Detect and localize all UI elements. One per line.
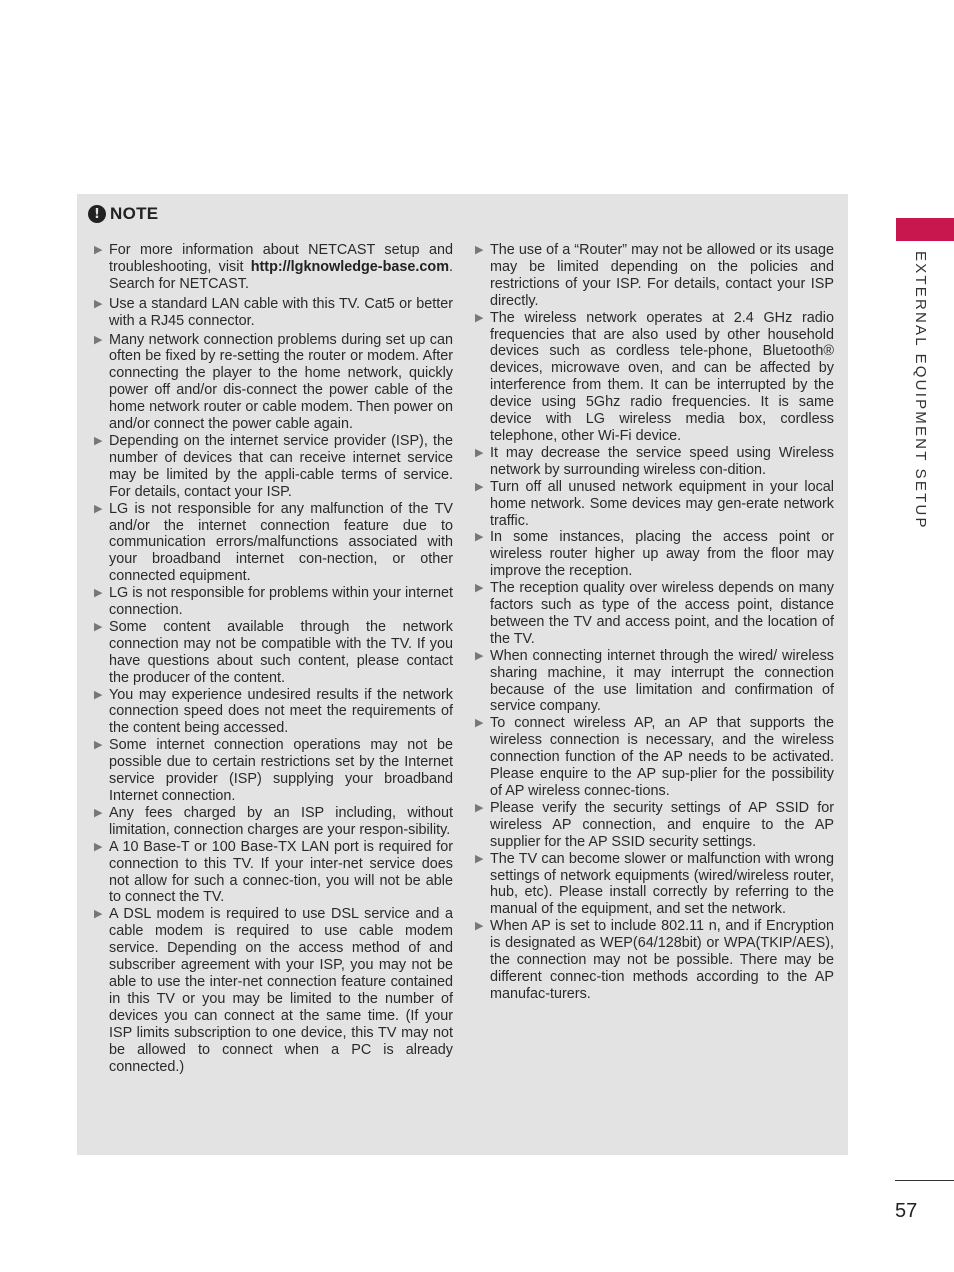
note-item: ▶ When connecting internet through the wired/ wireless sharing machine, it may interrupt the connection because of the use limitation and confirmation of service company.	[475, 647, 834, 715]
page-number: 57	[895, 1200, 918, 1222]
arrow-bullet-icon: ▶	[475, 445, 484, 459]
note-item: ▶ Please verify the security settings of AP SSID for wireless AP connection, and enquire to the AP supplier for the AP SSID security settings.	[475, 799, 834, 850]
arrow-bullet-icon: ▶	[94, 839, 103, 853]
note-item: ▶ For more information about NETCAST setup and troubleshooting, visit http://lgknowledge-base.com. Search for NETCAST.	[94, 242, 453, 292]
note-item: ▶ Use a standard LAN cable with this TV. Cat5 or better with a RJ45 connector.	[94, 295, 453, 329]
arrow-bullet-icon: ▶	[94, 687, 103, 701]
arrow-bullet-icon: ▶	[475, 310, 484, 324]
knowledge-base-link[interactable]: http://lgknowledge-base.com	[250, 258, 449, 275]
note-item: ▶ LG is not responsible for problems within your internet connection.	[94, 585, 453, 619]
note-item: ▶ A 10 Base-T or 100 Base-TX LAN port is required for connection to this TV. If your inter-net service does not allow for such a connec-tion, you will not be able to connect the TV.	[94, 838, 453, 906]
arrow-bullet-icon: ▶	[475, 243, 484, 256]
exclamation-icon: !	[88, 205, 106, 223]
note-column-right	[475, 242, 834, 1003]
note-title: NOTE	[110, 204, 159, 223]
note-item: ▶ Some content available through the network connection may not be compatible with the TV. If you have questions about such content, please contact the producer of the content.	[94, 618, 453, 686]
arrow-bullet-icon: ▶	[475, 851, 484, 865]
note-item: ▶ Depending on the internet service provider (ISP), the number of devices that can receive internet service may be limited by the appli-cable terms of service. For details, contact your ISP.	[94, 432, 453, 500]
note-column-left	[94, 242, 453, 1075]
section-tab-marker	[896, 218, 954, 241]
note-item: ▶ Some internet connection operations may not be possible due to certain restrictions set by the Internet service provider (ISP) supplying your broadband Internet connection.	[94, 737, 453, 804]
arrow-bullet-icon: ▶	[94, 738, 103, 752]
note-item: ▶ The use of a “Router” may not be allowed or its usage may be limited depending on the policies and restrictions of your ISP. For details, contact your ISP directly.	[475, 242, 834, 309]
arrow-bullet-icon: ▶	[475, 919, 484, 933]
arrow-bullet-icon: ▶	[94, 296, 103, 310]
note-box	[77, 194, 848, 1155]
arrow-bullet-icon: ▶	[94, 907, 103, 921]
page-number-rule	[895, 1180, 954, 1181]
arrow-bullet-icon: ▶	[475, 716, 484, 730]
arrow-bullet-icon: ▶	[475, 581, 484, 595]
note-item: ▶ The wireless network operates at 2.4 GHz radio frequencies that are also used by other household devices such as cordless tele-phone, Bluetooth® devices, microwave oven, and can be affected by interference from them. It can be interrupted by the device using 5Ghz radio frequencies. It is same device with LG wireless media box, cordless telephone, other Wi-Fi device.	[475, 309, 834, 444]
arrow-bullet-icon: ▶	[94, 619, 103, 633]
note-item: ▶ The reception quality over wireless depends on many factors such as type of the access point, distance between the TV and access point, and the location of the TV.	[475, 580, 834, 647]
note-item: ▶ A DSL modem is required to use DSL service and a cable modem is required to use cable modem service. Depending on the access method of and subscriber agreement with your ISP, you may not be able to use the inter-net connection feature contained in this TV or you may be limited to the number of devices you can connect at the same time. (If your ISP limits subscription to one device, this TV may not be allowed to connect when a PC is already connected.)	[94, 906, 453, 1075]
arrow-bullet-icon: ▶	[94, 586, 103, 600]
arrow-bullet-icon: ▶	[475, 530, 484, 544]
arrow-bullet-icon: ▶	[94, 805, 103, 819]
note-item: ▶ To connect wireless AP, an AP that supports the wireless connection is necessary, and the wireless connection function of the AP needs to be activated. Please enquire to the AP sup-plier for the possibility of AP wireless connec-tions.	[475, 715, 834, 799]
arrow-bullet-icon: ▶	[94, 243, 103, 256]
arrow-bullet-icon: ▶	[94, 501, 103, 515]
note-item: ▶ In some instances, placing the access point or wireless router higher up away from the floor may improve the reception.	[475, 529, 834, 580]
note-item: ▶ Turn off all unused network equipment in your local home network. Some devices may gen-erate network traffic.	[475, 478, 834, 529]
note-item: ▶ LG is not responsible for any malfunction of the TV and/or the internet connection feature due to communication errors/malfunctions associated with your broadband internet con-nection, or other connected equipment.	[94, 500, 453, 585]
arrow-bullet-icon: ▶	[94, 332, 103, 346]
note-item: ▶ Any fees charged by an ISP including, without limitation, connection charges are your respon-sibility.	[94, 804, 453, 838]
arrow-bullet-icon: ▶	[475, 648, 484, 662]
arrow-bullet-icon: ▶	[94, 433, 103, 447]
note-item: ▶ You may experience undesired results if the network connection speed does not meet the requirements of the content being accessed.	[94, 686, 453, 737]
note-header	[88, 201, 158, 227]
note-item: ▶ Many network connection problems during set up can often be fixed by re-setting the router or modem. After connecting the player to the home network, quickly power off and/or dis-connect the power cable of the home network router or cable modem. Then power on and/or connect the power cable again.	[94, 331, 453, 433]
note-item: ▶ The TV can become slower or malfunction with wrong settings of network equipments (wired/wireless router, hub, etc). Please install correctly by referring to the manual of the equipment, and set the network.	[475, 850, 834, 918]
arrow-bullet-icon: ▶	[475, 479, 484, 493]
arrow-bullet-icon: ▶	[475, 800, 484, 814]
note-item: ▶ It may decrease the service speed using Wireless network by surrounding wireless con-dition.	[475, 444, 834, 478]
section-title: EXTERNAL EQUIPMENT SETUP	[912, 251, 929, 530]
note-item: ▶ When AP is set to include 802.11 n, and if Encryption is designated as WEP(64/128bit) or WPA(TKIP/AES), the connection may not be possible. There may be different connec-tion methods according to the AP manufac-turers.	[475, 918, 834, 1002]
